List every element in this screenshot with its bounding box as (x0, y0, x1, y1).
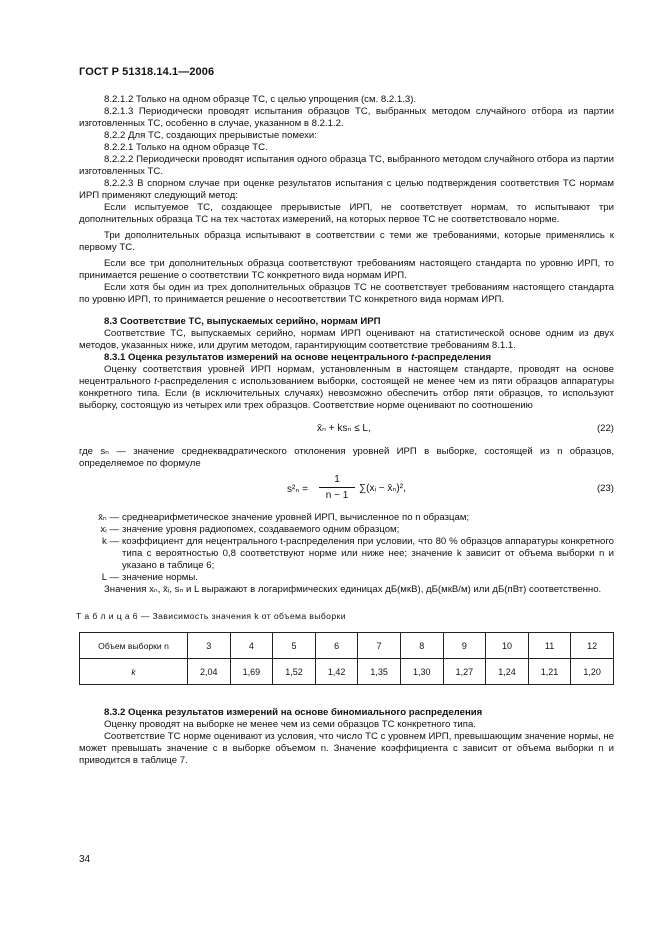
paragraph: 8.2.2 Для ТС, создающих прерывистые помехи: (104, 130, 317, 141)
formula-23-sum: ∑(xᵢ − x̄ₙ)², (359, 483, 406, 494)
formula-23-denominator: n − 1 (325, 490, 349, 501)
document-header: ГОСТ Р 51318.14.1—2006 (79, 66, 215, 78)
table-cell: 2,04 (188, 659, 231, 685)
paragraph: 8.2.2.3 В спорном случае при оценке результатов испытания с целью подтверждения соответствия ТС нормам ИРП применяют следующий метод: (79, 178, 614, 201)
paragraph: 8.2.1.3 Периодически проводят испытания образцов ТС, выбранных методом случайного отбора из партии изготовленных ТС, особенно в случае, указанном в 8.2.1.2. (79, 106, 614, 129)
table-cell: 4 (230, 633, 273, 659)
table-cell: 5 (273, 633, 316, 659)
formula-23-numerator: 1 (334, 474, 340, 485)
definition-symbol: k — (101, 536, 119, 547)
table-cell: 1,69 (230, 659, 273, 685)
section-heading-8-3: 8.3 Соответствие ТС, выпускаемых серийно, нормам ИРП (104, 316, 381, 327)
table-cell: 11 (528, 633, 571, 659)
paragraph: Соответствие ТС, выпускаемых серийно, нормам ИРП оценивают на статистической основе одним из двух методов, указанных ниже, или другим методом, гарантирующим соответствие требованиям 8.1.1. (79, 328, 614, 351)
definition-item (79, 512, 614, 524)
table-caption: Т а б л и ц а 6 — Зависимость значения k от объема выборки (76, 611, 346, 621)
table-row-header: Объем выборки n (80, 633, 188, 659)
definition-text: коэффициент для нецентрального t-распределения при условии, что 80 % образцов аппаратуры конкретного типа с вероятностью 0,8 соответствуют норме или ниже нее; значение k зависит от объема выборки n и указано в таблице 6; (122, 536, 614, 571)
table-cell: 1,30 (400, 659, 443, 685)
definition-item (79, 524, 614, 536)
paragraph (79, 364, 614, 412)
table-cell: 6 (315, 633, 358, 659)
table-row-header-text: k (131, 666, 136, 677)
definition-text: среднеарифметическое значение уровней ИРП, вычисленное по n образцам; (122, 512, 470, 523)
definition-symbol: xᵢ — (100, 524, 119, 535)
text-span: -распределения с использованием выборки, состоящей не менее чем из пяти образцов аппаратуры конкретного типа. Если (в исключительных случаях) невозможно обеспечить отбор пяти образцов, то используют выборку, состоящую из четырех или трех образцов. Соответствие норме оценивают по соотношению (79, 376, 614, 411)
table-row (80, 659, 614, 685)
where-lead: где sₙ — (79, 446, 126, 457)
paragraph: Если хотя бы один из трех дополнительных образцов ТС не соответствует требованиям настоящего стандарта по уровню ИРП, то принимается решение о несоответствии ТС конкретного вида нормам ИРП. (79, 282, 614, 305)
table-cell: 1,27 (443, 659, 486, 685)
heading-text: -распределения (414, 352, 492, 363)
page-number: 34 (79, 854, 91, 865)
paragraph: 8.2.2.2 Периодически проводят испытания одного образца ТС, выбранного методом случайного отбора из партии изготовленных ТС. (79, 154, 614, 177)
paragraph: 8.2.1.2 Только на одном образце ТС, с целью упрощения (см. 8.2.1.3). (104, 94, 417, 105)
definition-item (79, 572, 614, 584)
text-span: Оценку соответствия уровней ИРП нормам, установленным в настоящем стандарте, проводят на основе нецентрального (79, 364, 614, 387)
formula-23-number: (23) (596, 483, 614, 494)
formula-22-number: (22) (596, 423, 614, 434)
paragraph: 8.2.2.1 Только на одном образце ТС. (104, 142, 268, 153)
definitions-list (79, 512, 614, 584)
where-clause (79, 446, 614, 470)
table-cell: 7 (358, 633, 401, 659)
formula-22-expression: x̄ₙ + ksₙ ≤ L, (317, 423, 371, 434)
definition-text: значение нормы. (122, 572, 198, 583)
table-cell: 9 (443, 633, 486, 659)
section-heading-8-3-1 (79, 352, 614, 364)
definition-text: значение уровня радиопомех, создаваемого одним образцом; (122, 524, 400, 535)
definition-symbol: L — (101, 572, 119, 583)
table-row-header (80, 659, 188, 685)
formula-23-lhs: s²ₙ = (287, 484, 308, 495)
table-cell: 8 (400, 633, 443, 659)
italic-t: t (154, 376, 157, 387)
fraction-bar (319, 487, 355, 488)
table-cell: 10 (486, 633, 529, 659)
table-cell: 1,42 (315, 659, 358, 685)
page-body (76, 94, 615, 767)
table-cell: 1,20 (571, 659, 614, 685)
heading-italic-t: t (411, 352, 415, 363)
table-cell: 12 (571, 633, 614, 659)
table-cell: 1,52 (273, 659, 316, 685)
table-cell: 1,24 (486, 659, 529, 685)
table-cell: 1,21 (528, 659, 571, 685)
formula-23 (79, 472, 614, 508)
heading-text: 8.3.1 Оценка результатов измерений на основе нецентрального (104, 352, 412, 363)
paragraph: Три дополнительных образца испытывают в соответствии с теми же требованиями, которые применялись к первому ТС. (79, 230, 614, 253)
table-cell: 1,35 (358, 659, 401, 685)
table-row (80, 633, 614, 659)
formula-22 (79, 418, 614, 442)
table-cell: 3 (188, 633, 231, 659)
paragraph: Если испытуемое ТС, создающее прерывистые ИРП, не соответствует нормам, то испытывают три дополнительных образца ТС на тех частотах измерений, на которых первое ТС не соответствовало норме. (79, 202, 614, 225)
paragraph: Значения xₙ, x̄ᵢ, sₙ и L выражают в логарифмических единицах дБ(мкВ), дБ(мкВ/м) или дБ(пВт) соответственно. (104, 584, 602, 595)
where-text: значение среднеквадратического отклонения уровней ИРП в выборке, состоящей из n образцов, определяемое по формуле (79, 446, 615, 469)
section-heading-8-3-2: 8.3.2 Оценка результатов измерений на основе биномиального распределения (104, 707, 483, 718)
table-6 (79, 632, 614, 685)
paragraph: Оценку проводят на выборке не менее чем из семи образцов ТС конкретного типа. (104, 719, 476, 730)
paragraph: Соответствие ТС норме оценивают из условия, что число ТС с уровнем ИРП, превышающим значение нормы, не может превышать значение c в выборке объемом n. Значение коэффициента c зависит от объема выборки n и приводится в таблице 7. (79, 731, 614, 766)
definition-item (79, 536, 614, 572)
definition-symbol: x̄ₙ — (98, 512, 119, 523)
paragraph: Если все три дополнительных образца соответствуют требованиям настоящего стандарта по уровню ИРП, то принимается решение о соответствии ТС конкретного вида нормам ИРП. (79, 258, 614, 281)
